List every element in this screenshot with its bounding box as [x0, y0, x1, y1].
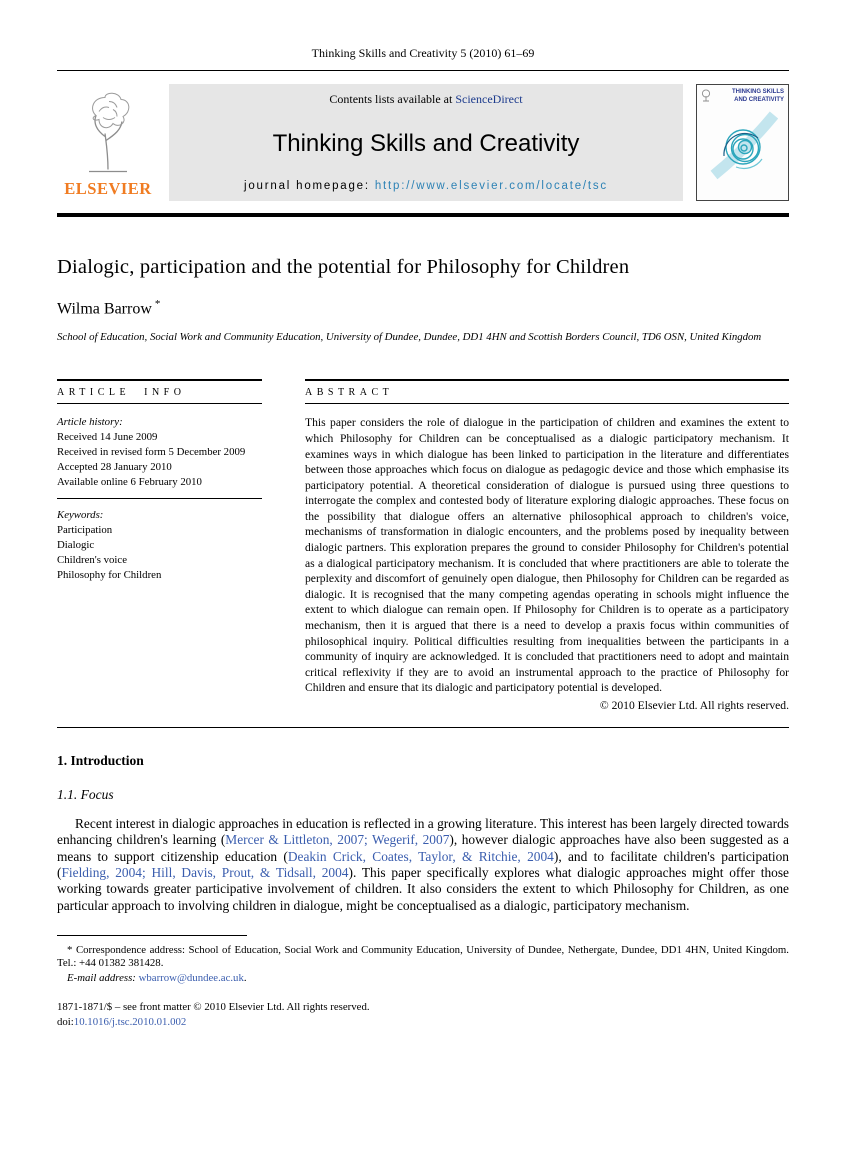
affiliation: School of Education, Social Work and Community Education, University of Dundee, Dundee, DD1 4HN and Scottish Borders Council, TD6 OSN, United Kingdom	[57, 331, 762, 344]
doi-line	[57, 1016, 789, 1028]
correspondence-footnote	[57, 944, 789, 971]
email-footnote	[57, 972, 789, 986]
cover-elsevier-mark-icon	[701, 89, 711, 102]
banner-divider	[57, 213, 789, 217]
header-divider	[57, 70, 789, 71]
banner-journal-title: Thinking Skills and Creativity	[272, 129, 580, 157]
history-item: Received in revised form 5 December 2009	[57, 445, 246, 458]
history-item: Available online 6 February 2010	[57, 475, 202, 488]
email-link[interactable]: wbarrow@dundee.ac.uk	[138, 971, 244, 984]
homepage-line	[244, 180, 608, 192]
issn-copyright-line: 1871-1871/$ – see front matter © 2010 Elsevier Ltd. All rights reserved.	[57, 1000, 370, 1013]
elsevier-wordmark: ELSEVIER	[64, 179, 152, 198]
info-divider	[57, 498, 262, 499]
author-footnote-mark[interactable]: *	[154, 298, 161, 310]
abstract-heading: ABSTRACT	[305, 379, 789, 404]
footnote-mark: *	[67, 943, 73, 956]
citation-link[interactable]: Deakin Crick, Coates, Taylor, & Ritchie, 2004	[287, 848, 554, 864]
article-info-column	[57, 379, 262, 712]
history-label: Article history:	[57, 416, 123, 429]
cover-swirl-art	[708, 111, 778, 183]
sciencedirect-link[interactable]: ScienceDirect	[455, 92, 523, 106]
journal-homepage-link[interactable]: http://www.elsevier.com/locate/tsc	[374, 180, 608, 192]
article-info-heading: ARTICLE INFO	[57, 379, 262, 404]
citation-link[interactable]: Fielding, 2004; Hill, Davis, Prout, & Tidsall, 2004	[61, 864, 349, 880]
author-line	[57, 298, 789, 318]
keyword-item: Philosophy for Children	[57, 568, 162, 581]
article-info-body	[57, 404, 262, 582]
citation-link[interactable]: Mercer & Littleton, 2007; Wegerif, 2007	[225, 832, 450, 848]
email-suffix: .	[243, 971, 247, 984]
homepage-prefix: journal homepage:	[244, 180, 375, 192]
elsevier-logo	[57, 84, 169, 201]
abstract-copyright: © 2010 Elsevier Ltd. All rights reserved.	[599, 699, 789, 713]
history-item: Received 14 June 2009	[57, 431, 158, 444]
footnote-divider	[57, 935, 247, 936]
keyword-item: Dialogic	[57, 538, 95, 551]
section-heading-introduction: 1. Introduction	[57, 753, 144, 769]
journal-banner	[57, 84, 789, 201]
history-item: Accepted 28 January 2010	[57, 460, 172, 473]
correspondence-text: Correspondence address: School of Education, Social Work and Community Education, University of Dundee, Nethergate, Dundee, DD1 4HN, United Kingdom. Tel.: +44 01382 381428.	[57, 943, 789, 970]
author-name: Wilma Barrow	[57, 300, 152, 318]
elsevier-tree-icon	[75, 86, 141, 179]
keyword-item: Children's voice	[57, 553, 128, 566]
banner-center	[169, 84, 683, 201]
journal-cover-thumbnail	[696, 84, 789, 201]
email-label: E-mail address:	[67, 971, 136, 984]
subsection-heading-focus: 1.1. Focus	[57, 787, 114, 803]
journal-reference: Thinking Skills and Creativity 5 (2010) 61–69	[311, 46, 535, 60]
article-title: Dialogic, participation and the potential for Philosophy for Children	[57, 256, 630, 278]
contents-prefix: Contents lists available at	[329, 92, 456, 106]
cover-title: THINKING SKILLS AND CREATIVITY	[732, 89, 784, 103]
abstract-column	[305, 379, 789, 712]
keyword-item: Participation	[57, 524, 113, 537]
info-abstract-block	[57, 379, 789, 712]
keywords-label: Keywords:	[57, 509, 104, 522]
abstract-text: This paper considers the role of dialogue in the participation of children and examines the extent to which Philosophy for Children can be conceptualised as a dialogic participatory mechanism. It examines ways in which dialogue has been linked to participation in the literature and differentiates between those approaches which focus on dialogue as pedagogic device and those which emphasise its participatory potential. A theoretical consideration of dialogue is pursued using three questions to interrogate the complex and contested body of literature exploring dialogic approaches. These focus on the possibility that dialogue offers an alternative philosophical approach to children's voice, mechanisms of transformation in dialogic encounters, and the problems posed by inequality between dialogic partners. This exploration prepares the ground to consider Philosophy for Children's potential as a dialogical participatory mechanism. It is concluded that where practitioners are able to tolerate the perplexity and discomfort of genuinely open dialogue, then Philosophy for Children can be regarded as dialogic. It is recognised that the many competing agendas operating in schools might influence the extent to which dialogue can remain open. If Philosophy for Children is to operate as a participatory mechanism, then it is argued that there is a need to develop a praxis focus within communities of philosophical inquiry. Political difficulties resulting from inequalities between the participants in a community of inquiry are acknowledged. It is concluded that practitioners need to adopt and maintain critical reflexivity if they are to avoid an instrumental approach to the practice of Philosophy for Children and ensure that its dialogic and participatory potential is developed.	[305, 416, 789, 695]
footnote-block	[57, 935, 789, 1028]
doi-label: doi:	[57, 1015, 74, 1028]
intro-paragraph: Recent interest in dialogic approaches in education is reflected in a growing literature. This interest has been largely directed towards enhancing children's learning (Mercer & Littleton, 2007; Wegerif, 2007), however dialogic approaches have also been suggested as a means to support citizenship education (Deakin Crick, Coates, Taylor, & Ritchie, 2004), and to facilitate children's participation (Fielding, 2004; Hill, Davis, Prout, & Tidsall, 2004). This paper specifically explores what dialogic approaches might offer those working towards greater participative involvement of children. It also considers the extent to which Philosophy for Children, as one particular approach to involving children in dialogue, might be conceptualised as a dialogic, participatory mechanism.	[57, 816, 790, 913]
doi-link[interactable]: 10.1016/j.tsc.2010.01.002	[73, 1015, 187, 1028]
abstract-block-divider	[57, 727, 789, 728]
contents-line	[329, 92, 522, 107]
